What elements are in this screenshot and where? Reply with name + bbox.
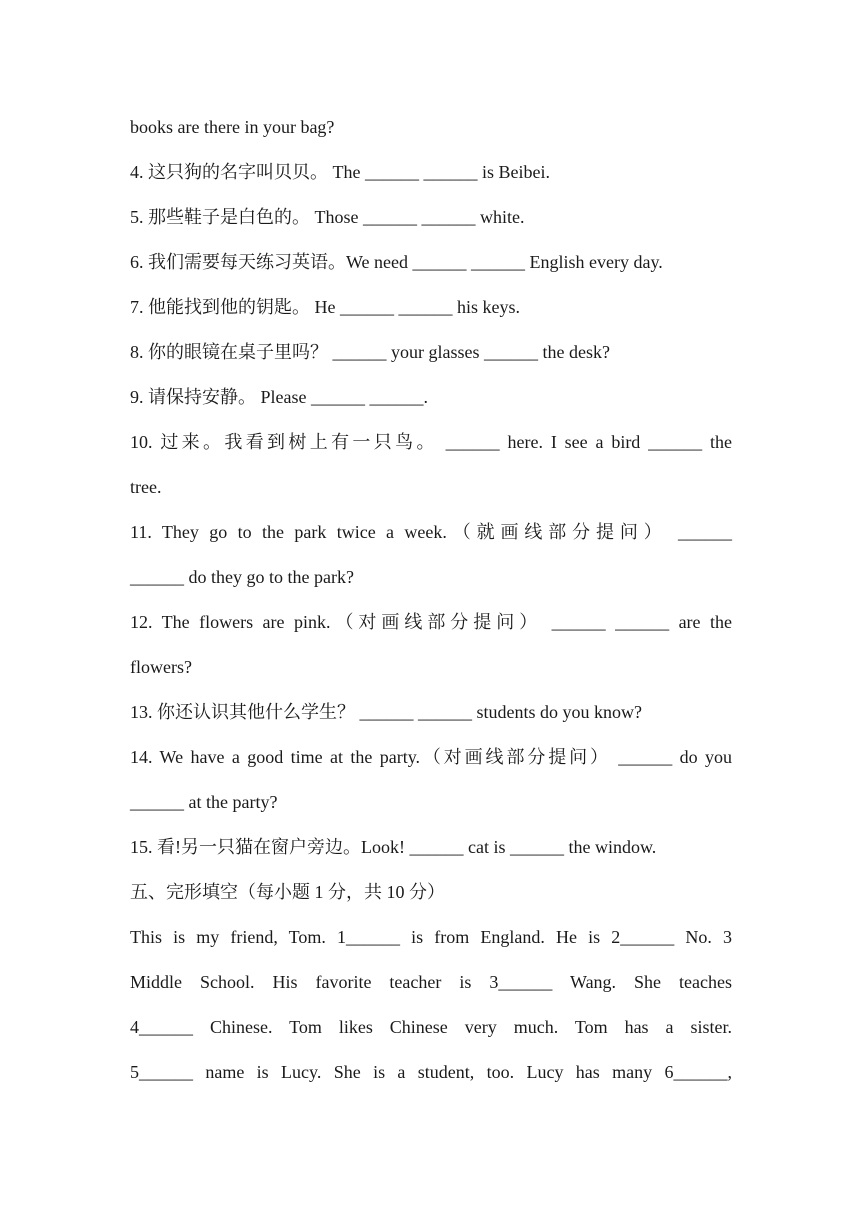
question-11-continued: ______ do they go to the park?	[130, 567, 354, 587]
question-4: 4. 这只狗的名字叫贝贝。 The ______ ______ is Beibei.	[130, 162, 550, 182]
question-7: 7. 他能找到他的钥匙。 He ______ ______ his keys.	[130, 297, 520, 317]
text-line: books are there in your bag?	[130, 117, 335, 137]
question-12: 12. The flowers are pink.（对画线部分提问） ______ ______ are the	[130, 612, 732, 632]
cloze-line-4: 5______ name is Lucy. She is a student, too. Lucy has many 6______,	[130, 1062, 732, 1082]
question-10-continued: tree.	[130, 477, 162, 497]
question-9: 9. 请保持安静。 Please ______ ______.	[130, 387, 428, 407]
question-14-continued: ______ at the party?	[130, 792, 278, 812]
cloze-line-1: This is my friend, Tom. 1______ is from England. He is 2______ No. 3	[130, 927, 732, 947]
question-15: 15. 看!另一只猫在窗户旁边。Look! ______ cat is ______ the window.	[130, 837, 657, 857]
question-14: 14. We have a good time at the party.（对画线部分提问） ______ do you	[130, 747, 732, 767]
question-11: 11. They go to the park twice a week.（就画线部分提问） ______	[130, 522, 732, 542]
section-heading: 五、完形填空（每小题 1 分，共 10 分）	[130, 882, 445, 902]
question-6: 6. 我们需要每天练习英语。We need ______ ______ English every day.	[130, 252, 663, 272]
question-13: 13. 你还认识其他什么学生？ ______ ______ students do you know?	[130, 702, 642, 722]
question-5: 5. 那些鞋子是白色的。 Those ______ ______ white.	[130, 207, 525, 227]
document-page	[130, 105, 732, 1095]
question-12-continued: flowers?	[130, 657, 192, 677]
cloze-line-2: Middle School. His favorite teacher is 3______ Wang. She teaches	[130, 972, 732, 992]
question-8: 8. 你的眼镜在桌子里吗？ ______ your glasses ______ the desk?	[130, 342, 610, 362]
cloze-line-3: 4______ Chinese. Tom likes Chinese very much. Tom has a sister.	[130, 1017, 732, 1037]
question-10: 10. 过来。我看到树上有一只鸟。 ______ here. I see a bird ______ the	[130, 432, 732, 452]
